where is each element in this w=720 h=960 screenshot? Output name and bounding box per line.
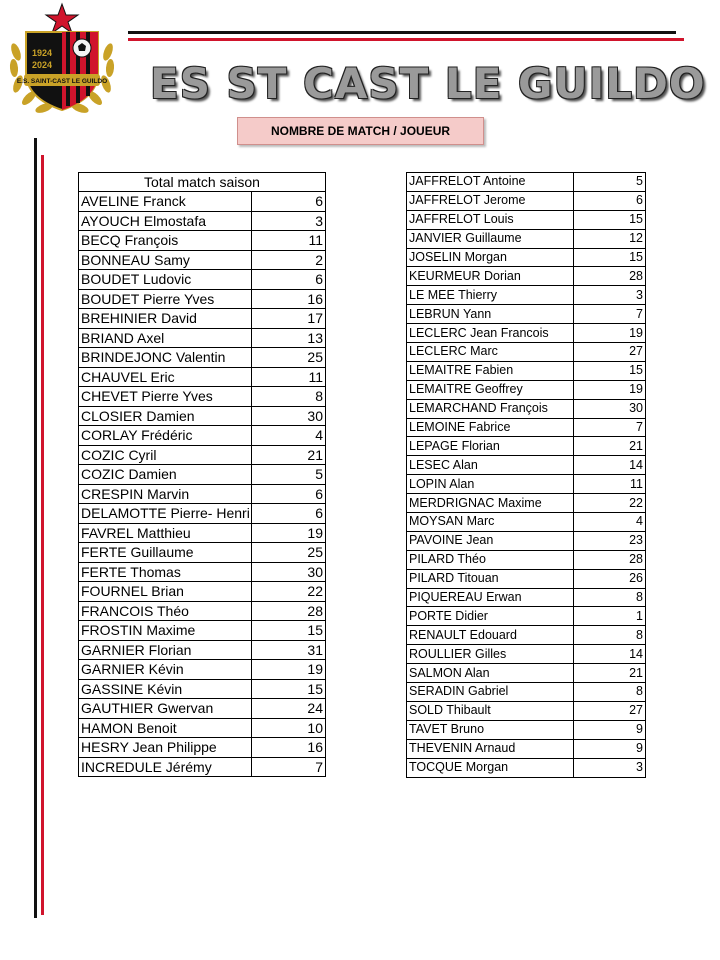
table-row [79, 426, 326, 446]
match-count: 8 [573, 626, 645, 645]
player-name: PILARD Théo [407, 550, 574, 569]
player-name: CHEVET Pierre Yves [79, 387, 252, 407]
match-count: 6 [252, 192, 326, 212]
match-count: 11 [573, 475, 645, 494]
match-count: 4 [573, 513, 645, 532]
player-name: JOSELIN Morgan [407, 248, 574, 267]
player-name: FERTE Thomas [79, 562, 252, 582]
match-count: 19 [252, 660, 326, 680]
player-name: RENAULT Edouard [407, 626, 574, 645]
match-count: 9 [573, 720, 645, 739]
player-name: BRIAND Axel [79, 328, 252, 348]
table-row [407, 720, 646, 739]
table-row [407, 437, 646, 456]
player-name: MOYSAN Marc [407, 513, 574, 532]
player-name: LEMAITRE Geoffrey [407, 380, 574, 399]
player-name: FAVREL Matthieu [79, 523, 252, 543]
player-name: BONNEAU Samy [79, 250, 252, 270]
match-count: 8 [252, 387, 326, 407]
table-row [79, 757, 326, 777]
player-name: GASSINE Kévin [79, 679, 252, 699]
match-count: 1 [573, 607, 645, 626]
match-count: 27 [573, 343, 645, 362]
svg-text:E.S. SAINT-CAST LE GUILDO: E.S. SAINT-CAST LE GUILDO [16, 78, 108, 85]
match-count: 10 [252, 718, 326, 738]
matches-table-right [406, 172, 646, 778]
player-name: LEMARCHAND François [407, 399, 574, 418]
table-row [407, 475, 646, 494]
player-name: PILARD Titouan [407, 569, 574, 588]
player-name: TOCQUE Morgan [407, 758, 574, 777]
match-count: 14 [573, 645, 645, 664]
player-name: BOUDET Pierre Yves [79, 289, 252, 309]
player-name: TAVET Bruno [407, 720, 574, 739]
match-count: 6 [252, 504, 326, 524]
table-row [407, 191, 646, 210]
match-count: 28 [573, 550, 645, 569]
svg-text:1924: 1924 [31, 48, 53, 58]
player-name: CRESPIN Marvin [79, 484, 252, 504]
player-name: LESEC Alan [407, 456, 574, 475]
match-count: 19 [573, 324, 645, 343]
table-row [79, 660, 326, 680]
table-row [79, 250, 326, 270]
player-name: FERTE Guillaume [79, 543, 252, 563]
match-count: 16 [252, 289, 326, 309]
table-row [407, 361, 646, 380]
match-count: 6 [252, 484, 326, 504]
page-title: ES ST CAST LE GUILDO [150, 59, 706, 108]
player-name: HAMON Benoit [79, 718, 252, 738]
match-count: 24 [252, 699, 326, 719]
match-count: 5 [252, 465, 326, 485]
match-count: 25 [252, 543, 326, 563]
table-row [407, 701, 646, 720]
player-name: DELAMOTTE Pierre- Henri [79, 504, 252, 524]
player-name: LEMAITRE Fabien [407, 361, 574, 380]
player-name: SALMON Alan [407, 664, 574, 683]
match-count: 15 [573, 361, 645, 380]
player-name: ROULLIER Gilles [407, 645, 574, 664]
table-row [407, 380, 646, 399]
table-row [407, 645, 646, 664]
match-count: 12 [573, 229, 645, 248]
table-row [407, 531, 646, 550]
match-count: 14 [573, 456, 645, 475]
table-row [407, 267, 646, 286]
table-row [407, 248, 646, 267]
table-row [79, 445, 326, 465]
player-name: LEBRUN Yann [407, 305, 574, 324]
match-count: 17 [252, 309, 326, 329]
match-count: 7 [573, 418, 645, 437]
table-row [79, 211, 326, 231]
table-row [407, 418, 646, 437]
table-row [407, 343, 646, 362]
match-count: 3 [252, 211, 326, 231]
player-name: MERDRIGNAC Maxime [407, 494, 574, 513]
match-count: 11 [252, 231, 326, 251]
table-row [407, 229, 646, 248]
player-name: LECLERC Jean Francois [407, 324, 574, 343]
match-count: 26 [573, 569, 645, 588]
player-name: CLOSIER Damien [79, 406, 252, 426]
table-row [79, 406, 326, 426]
match-count: 13 [252, 328, 326, 348]
match-count: 3 [573, 286, 645, 305]
player-name: FROSTIN Maxime [79, 621, 252, 641]
table-row [79, 231, 326, 251]
match-count: 21 [252, 445, 326, 465]
table-row [79, 601, 326, 621]
player-name: BECQ François [79, 231, 252, 251]
table-row [407, 758, 646, 777]
match-count: 28 [252, 601, 326, 621]
section-subtitle: NOMBRE DE MATCH / JOUEUR [237, 117, 484, 145]
match-count: 6 [573, 191, 645, 210]
table-row [407, 664, 646, 683]
player-name: JAFFRELOT Jerome [407, 191, 574, 210]
match-count: 31 [252, 640, 326, 660]
match-count: 7 [252, 757, 326, 777]
player-name: THEVENIN Arnaud [407, 739, 574, 758]
match-count: 22 [573, 494, 645, 513]
table-row [79, 582, 326, 602]
match-count: 21 [573, 437, 645, 456]
table-row [407, 173, 646, 192]
player-name: BREHINIER David [79, 309, 252, 329]
match-count: 3 [573, 758, 645, 777]
table-row [407, 513, 646, 532]
player-name: JAFFRELOT Louis [407, 210, 574, 229]
table-row [79, 543, 326, 563]
match-count: 28 [573, 267, 645, 286]
table-row [407, 626, 646, 645]
table-row [79, 192, 326, 212]
table-row [407, 456, 646, 475]
match-count: 4 [252, 426, 326, 446]
player-name: COZIC Cyril [79, 445, 252, 465]
match-count: 7 [573, 305, 645, 324]
table-row [79, 328, 326, 348]
player-name: JAFFRELOT Antoine [407, 173, 574, 192]
left-rule-black [34, 138, 37, 918]
player-name: LEPAGE Florian [407, 437, 574, 456]
player-name: GAUTHIER Gwervan [79, 699, 252, 719]
match-count: 30 [252, 562, 326, 582]
table-row [407, 607, 646, 626]
table-header: Total match saison [79, 173, 326, 192]
table-row [79, 699, 326, 719]
player-name: KEURMEUR Dorian [407, 267, 574, 286]
player-name: PAVOINE Jean [407, 531, 574, 550]
table-row [79, 348, 326, 368]
left-rule-red [41, 155, 44, 915]
player-name: FRANCOIS Théo [79, 601, 252, 621]
table-row [79, 679, 326, 699]
player-name: COZIC Damien [79, 465, 252, 485]
match-count: 15 [252, 679, 326, 699]
table-row [79, 738, 326, 758]
table-row [407, 494, 646, 513]
table-row [407, 399, 646, 418]
match-count: 19 [573, 380, 645, 399]
table-row [407, 324, 646, 343]
player-name: CORLAY Frédéric [79, 426, 252, 446]
match-count: 27 [573, 701, 645, 720]
match-count: 15 [573, 210, 645, 229]
table-row [79, 562, 326, 582]
player-name: GARNIER Kévin [79, 660, 252, 680]
table-row [79, 523, 326, 543]
match-count: 2 [252, 250, 326, 270]
player-name: PORTE Didier [407, 607, 574, 626]
match-count: 21 [573, 664, 645, 683]
table-row [79, 309, 326, 329]
player-name: HESRY Jean Philippe [79, 738, 252, 758]
table-row [79, 387, 326, 407]
match-count: 25 [252, 348, 326, 368]
table-row [79, 621, 326, 641]
player-name: FOURNEL Brian [79, 582, 252, 602]
table-row [79, 367, 326, 387]
match-count: 19 [252, 523, 326, 543]
matches-table-left [78, 172, 326, 777]
player-name: LEMOINE Fabrice [407, 418, 574, 437]
player-name: SOLD Thibault [407, 701, 574, 720]
table-row [79, 465, 326, 485]
match-count: 16 [252, 738, 326, 758]
match-count: 11 [252, 367, 326, 387]
match-count: 8 [573, 683, 645, 702]
table-row [79, 289, 326, 309]
table-row [79, 270, 326, 290]
club-logo [2, 2, 122, 120]
player-name: PIQUEREAU Erwan [407, 588, 574, 607]
table-row [407, 210, 646, 229]
table-row [407, 588, 646, 607]
header-divider-red [128, 38, 684, 41]
player-name: AYOUCH Elmostafa [79, 211, 252, 231]
match-count: 22 [252, 582, 326, 602]
table-row [407, 683, 646, 702]
match-count: 5 [573, 173, 645, 192]
player-name: LECLERC Marc [407, 343, 574, 362]
match-count: 8 [573, 588, 645, 607]
match-count: 30 [252, 406, 326, 426]
player-name: SERADIN Gabriel [407, 683, 574, 702]
player-name: GARNIER Florian [79, 640, 252, 660]
table-row [407, 569, 646, 588]
table-row [407, 286, 646, 305]
table-row [407, 550, 646, 569]
table-row [407, 305, 646, 324]
table-row [79, 484, 326, 504]
player-name: INCREDULE Jérémy [79, 757, 252, 777]
player-name: JANVIER Guillaume [407, 229, 574, 248]
header-divider-black [128, 31, 676, 34]
match-count: 23 [573, 531, 645, 550]
player-name: CHAUVEL Eric [79, 367, 252, 387]
table-row [79, 504, 326, 524]
match-count: 6 [252, 270, 326, 290]
player-name: LOPIN Alan [407, 475, 574, 494]
player-name: BRINDEJONC Valentin [79, 348, 252, 368]
match-count: 30 [573, 399, 645, 418]
table-row [79, 640, 326, 660]
table-row [79, 718, 326, 738]
match-count: 15 [252, 621, 326, 641]
match-count: 15 [573, 248, 645, 267]
svg-text:2024: 2024 [31, 60, 53, 70]
player-name: AVELINE Franck [79, 192, 252, 212]
player-name: BOUDET Ludovic [79, 270, 252, 290]
player-name: LE MEE Thierry [407, 286, 574, 305]
match-count: 9 [573, 739, 645, 758]
table-row [407, 739, 646, 758]
